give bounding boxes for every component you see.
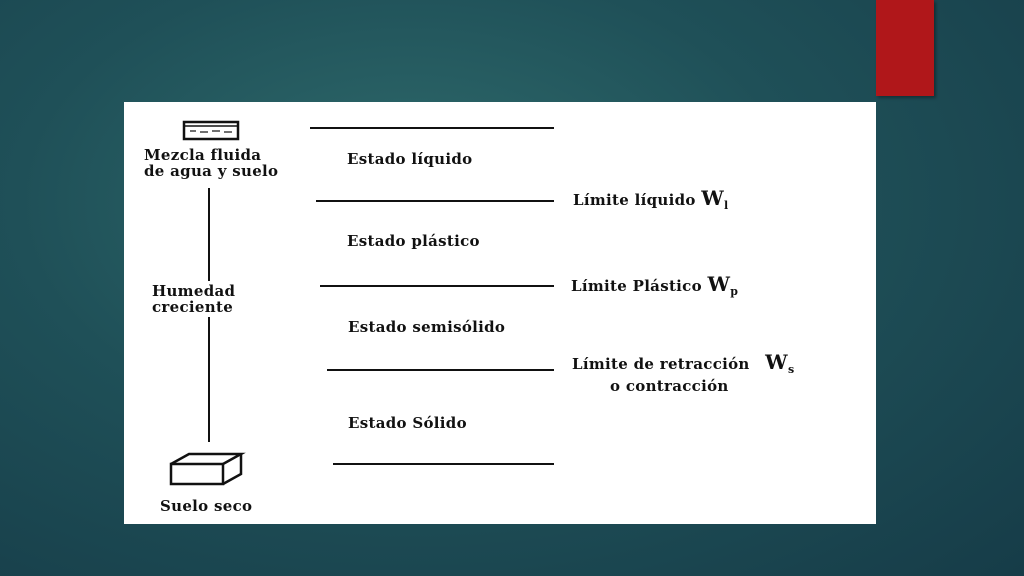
bottom-label: Suelo seco	[160, 497, 253, 515]
accent-bar	[876, 0, 934, 96]
shrinkage-limit-label: Límite de retracción $W_s$ o contracción	[572, 350, 795, 395]
top-label: Mezcla fluida de agua y suelo	[144, 146, 279, 180]
atterberg-limits-diagram	[124, 102, 876, 524]
state-solid: Estado Sólido	[348, 414, 467, 432]
state-plastic: Estado plástico	[347, 232, 480, 250]
moisture-label: Humedad creciente	[152, 282, 236, 316]
plastic-limit-label: Límite Plástico $W_p$	[571, 272, 739, 298]
soil-cube-icon	[171, 454, 241, 484]
liquid-limit-label: Límite líquido $W_l$	[573, 186, 729, 212]
state-liquid: Estado líquido	[347, 150, 473, 168]
water-container-icon	[184, 122, 238, 139]
state-semisolid: Estado semisólido	[348, 318, 506, 336]
